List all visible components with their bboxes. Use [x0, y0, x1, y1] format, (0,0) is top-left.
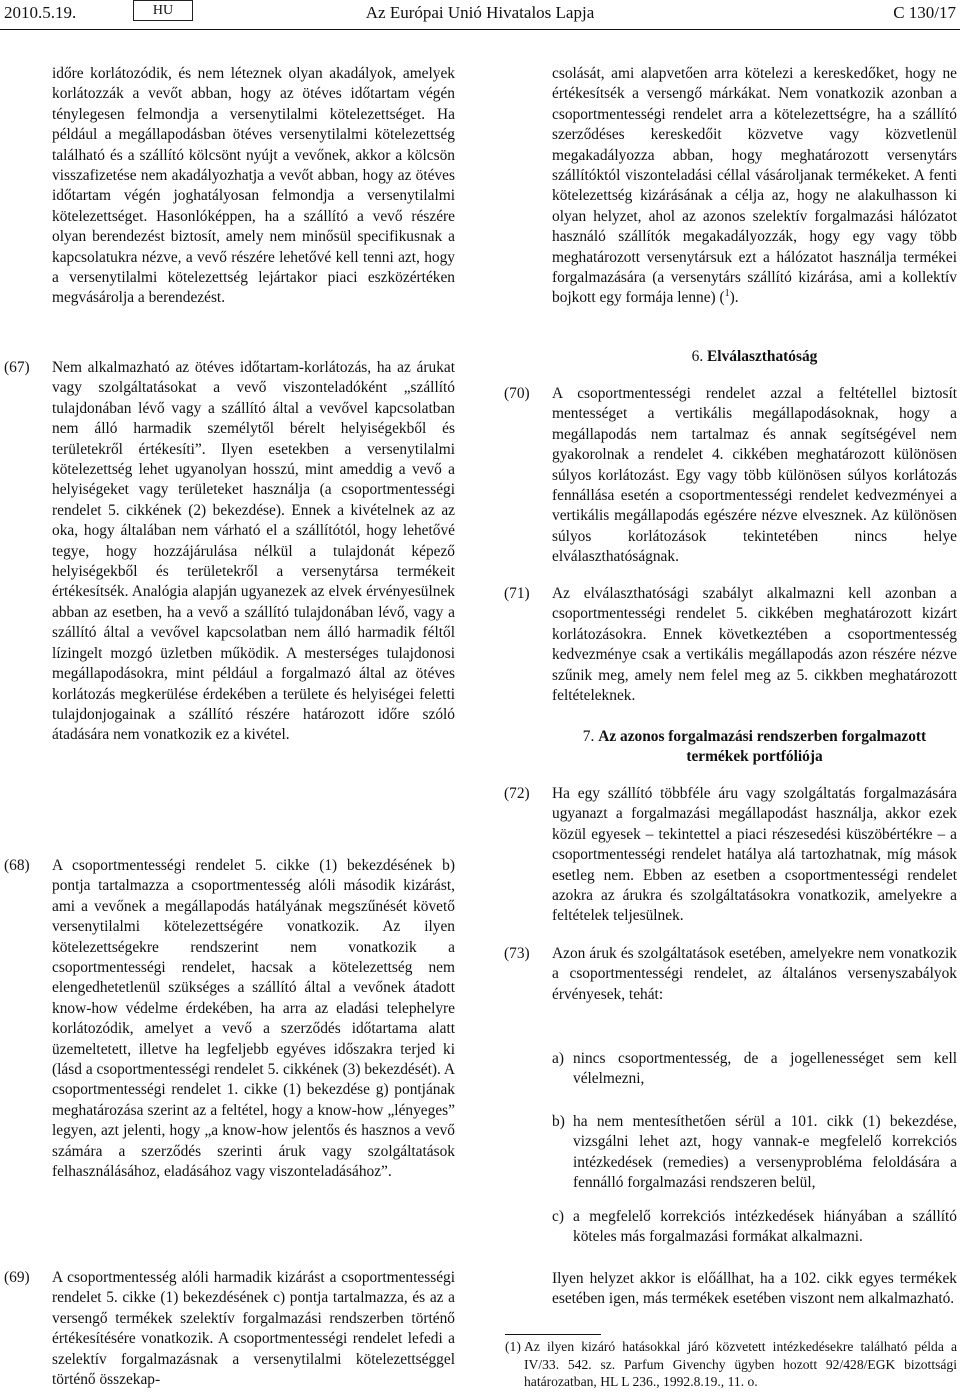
- paragraph-number: (73): [504, 945, 530, 962]
- paragraph-text: Nem alkalmazható az ötéves időtartam-korlátozás, ha az árukat vagy szolgáltatásokat a vevő viszonteladóként „szállító tulajdonában lévő vagy a szállító által a vevővel kapcsolatban nem álló harmadik személytől bérelt helyiségekből és területekről értékesíti”. Ilyen esetekben a versenytilalmi kötelezettség lehet ugyanolyan hosszú, mint ameddig a vevő a helyiségeket vagy területeket használja (a csoportmentességi rendelet 5. cikkének (2) bekezdése). Ennek a kivételnek az az oka, hogy általában nem várható el a szállítótól, hogy lehetővé tegye, hogy hozzájárulása nélkül a tulajdonát képező helyiségekből és területekről a versenytársa termékeit értékesítsék. Analógia alapján ugyanezek az elvek érvényesülnek abban az esetben, ha a vevő a szállító tulajdonában lévő, vagy a szállító által a vevővel kapcsolatban nem álló harmadik féltől lízingelt mozgó üzletben működik. A mesterséges tulajdonosi megállapodásokra, mint például a forgalmazó által az ötéves korlátozás megkerülése érdekében a területe és helyiségei feletti tulajdonjogainak a szállító részére határozott időre szóló átadására nem vonatkozik ez a kivétel.: [52, 359, 455, 744]
- page-number: C 130/17: [893, 3, 956, 22]
- footnote-rule: [505, 1334, 601, 1335]
- journal-title: Az Európai Unió Hivatalos Lapja: [365, 3, 595, 22]
- section-6-heading: [552, 347, 957, 367]
- left-intro-text: időre korlátozódik, és nem léteznek olyan akadályok, amelyek korlátozzák a vevőt abban, hogy az ötéves időtartam végén ténylegesen felmondja a versenytilalmi kötelezettséget. Ha például a megállapodásban ötéves versenytilalmi kötelezettség található és a szállító kölcsönt nyújt a vevőnek, akkor a kölcsön visszafizetése nem akadályozhatja a vevőt abban, hogy az ötéves időtartam végén joghatályosan felmondja a versenytilalmi kötelezettséget. Hasonlóképpen, ha a szállító a vevő részére olyan berendezést biztosít, amely nem minősül specifikusnak a kapcsolatukra nézve, a vevő részére lehetővé kell tenni azt, hogy a versenytilalmi kötelezettség lejártakor piaci eszközértéken megvásárolja a berendezést.: [52, 65, 455, 307]
- sub-item-c: [552, 1207, 957, 1248]
- paragraph-text: A csoportmentességi rendelet 5. cikke (1) bekezdésének b) pontja tartalmazza a csoportmentesség alóli második kizárást, ami a vevőnek a megállapodás hatályának megszűnését követő versenytilalmi kötelezettségére vonatkozik. Az ilyen kötelezettségekre rendszerint nem vonatkozik a csoportmentességi rendelet, hacsak a kötelezettség nem elengedhetetlenül szükséges a szállító által a vevőnek átadott know-how védelme érdekében, ha arra az eladási telephelyre korlátozódik, amelyet a vevő a szerződés időtartama alatt üzemeltetett, illetve ha legfeljebb egyéves időszakra terjed ki (lásd a csoportmentességi rendelet 5. cikkének (3) bekezdését). A csoportmentességi rendelet 1. cikke (1) bekezdése g) pontjának meghatározása szerint az a feltétel, hogy a know-how „lényeges” legyen, azt jelenti, hogy „a know-how jelentős és hasznos a vevő számára a szerződés szerinti áruk vagy szolgáltatások felhasználásához, eladásához vagy viszonteladásához”.: [52, 857, 455, 1181]
- paragraph-number: (68): [4, 857, 30, 874]
- section-title-line2: termékek portfóliója: [686, 748, 823, 766]
- sub-item-label: a): [552, 1050, 564, 1067]
- paragraph-number: (67): [4, 359, 30, 376]
- section-title-line1: Az azonos forgalmazási rendszerben forgalmazott: [598, 728, 927, 745]
- paragraph-text: A csoportmentességi rendelet azzal a feltétellel biztosít mentességet a vertikális megállapodásoknak, hogy a megállapodás nem tartalmaz és annak segítségével nem gyakorolnak a rendelet 4. cikkében meghatározott különösen súlyos korlátozást. Egy vagy több különösen súlyos korlátozás fennállása esetén a csoportmentességi rendelet kedvezményei a vertikális megállapodás egészére nézve elvesznek. Az különösen súlyos korlátozások tekintetében nincs helye elválaszthatóságnak.: [552, 385, 957, 566]
- closing-paragraph: [552, 1269, 957, 1310]
- sub-item-a: [552, 1049, 957, 1090]
- footnote: [505, 1338, 957, 1391]
- paragraph-number: (71): [504, 585, 530, 602]
- right-intro-text: [552, 64, 957, 309]
- footnote-label: (1): [505, 1339, 521, 1354]
- paragraph-number: (69): [4, 1269, 30, 1286]
- language-badge: HU: [133, 0, 193, 21]
- sub-item-text: nincs csoportmentesség, de a jogellenességet sem kell vélelmezni,: [573, 1050, 957, 1088]
- section-number: 6.: [691, 348, 704, 365]
- header-rule: [0, 29, 960, 30]
- sub-item-text: a megfelelő korrekciós intézkedések hiányában a szállító köteles más forgalmazási formákat alkalmazni.: [573, 1208, 957, 1246]
- paragraph-text: Ha egy szállító többféle áru vagy szolgáltatás forgalmazására ugyanazt a forgalmazási megállapodást használja, akkor ezek közül egyesek – tekintettel a piaci részesedési küszöbértékre – a csoportmentességi rendelet hatálya alá tartozhatnak, míg mások esetleg nem. Ebben az esetben a csoportmentességi rendelet azokra az árukra és szolgáltatásokra vonatkozik, amelyekre a feltételek teljesülnek.: [552, 785, 957, 925]
- section-number: 7.: [582, 728, 595, 745]
- sub-item-label: c): [552, 1208, 564, 1225]
- right-intro-end: ).: [729, 289, 739, 307]
- paragraph-text: Az elválaszthatósági szabályt alkalmazni kell azonban a csoportmentességi rendelet 5. cikkében meghatározott kizárt korlátozásokra. Ennek következtében a csoportmentesség kedvezménye csak a vertikális megállapodás azon részére nézve szűnik meg, amely nem felel meg az 5. cikkben meghatározott feltételeknek.: [552, 585, 957, 705]
- paragraph-text: A csoportmentesség alóli harmadik kizárást a csoportmentességi rendelet 5. cikke (1) bekezdésének c) pontja tartalmazza, és az a versengő termékek szelektív forgalmazási rendszerben történő értékesítésére vonatkozik. A csoportmentességi rendelet lefedi a szelektív forgalmazásnak a versenytilalmi kötelezettséggel történő összekap-: [52, 1269, 455, 1389]
- sub-item-text: ha nem mentesíthetően sérül a 101. cikk (1) bekezdése, vizsgálni lehet azt, hogy vannak-e megfelelő korrekciós intézkedések (remedies) a versenyprobléma feloldására a fennálló forgalmazási rendszeren belül,: [573, 1113, 957, 1192]
- header-date: 2010.5.19.: [4, 3, 77, 22]
- paragraph-69: [4, 1268, 455, 1390]
- paragraph-number: (70): [504, 385, 530, 402]
- journal-header: [0, 0, 960, 30]
- section-7-heading: [552, 727, 957, 768]
- footnote-text: Az ilyen kizáró hatásokkal járó közvetett intézkedésekre található példa a IV/33. 542. sz. Parfum Givenchy ügyben hozott 92/428/EGK bizottsági határozatban, HL L 236., 1992.8.19., 11. o.: [524, 1339, 957, 1389]
- closing-text: Ilyen helyzet akkor is előállhat, ha a 102. cikk egyes termékek esetében igen, más termékek esetében viszont nem alkalmazható.: [552, 1270, 957, 1308]
- sub-item-b: [552, 1112, 957, 1194]
- footnote-ref: 1: [724, 288, 730, 300]
- paragraph-70: [504, 384, 957, 568]
- paragraph-67: [4, 358, 455, 746]
- paragraph-73: [504, 944, 957, 1005]
- right-intro: [552, 64, 957, 309]
- section-title: Elválaszthatóság: [707, 348, 818, 365]
- paragraph-text: Azon áruk és szolgáltatások esetében, amelyekre nem vonatkozik a csoportmentességi rendelet, az általános versenyszabályok érvényesek, tehát:: [552, 945, 957, 1003]
- left-column: [52, 64, 455, 309]
- paragraph-68: [4, 856, 455, 1183]
- paragraph-number: (72): [504, 785, 530, 802]
- right-intro-body: csolását, ami alapvetően arra kötelezi a kereskedőket, hogy ne értékesítsék a versengő márkákat. Nem vonatkozik azonban a csoportmentességi rendelet arra a kötelezettségre, ha a szállító szerződéses kereskedőit közvetve vagy közvetlenül megakadályozza abban, hogy meghatározott versenytárs szállítóktól viszonteladási céllal vásároljanak termékeket. A fenti kötelezettség kizárásának a célja az, hogy ne alakulhasson ki olyan helyzet, ahol az azonos szelektív forgalmazási hálózatot használó szállítók megakadályozzák, hogy egy vagy több meghatározott versenytársuk ezt a hálózatot használja termékei forgalmazására (a versenytárs szállító kizárása, ami a kollektív bojkott egy formája lenne) (: [552, 65, 957, 307]
- sub-item-label: b): [552, 1113, 565, 1130]
- paragraph-71: [504, 584, 957, 706]
- paragraph-72: [504, 784, 957, 927]
